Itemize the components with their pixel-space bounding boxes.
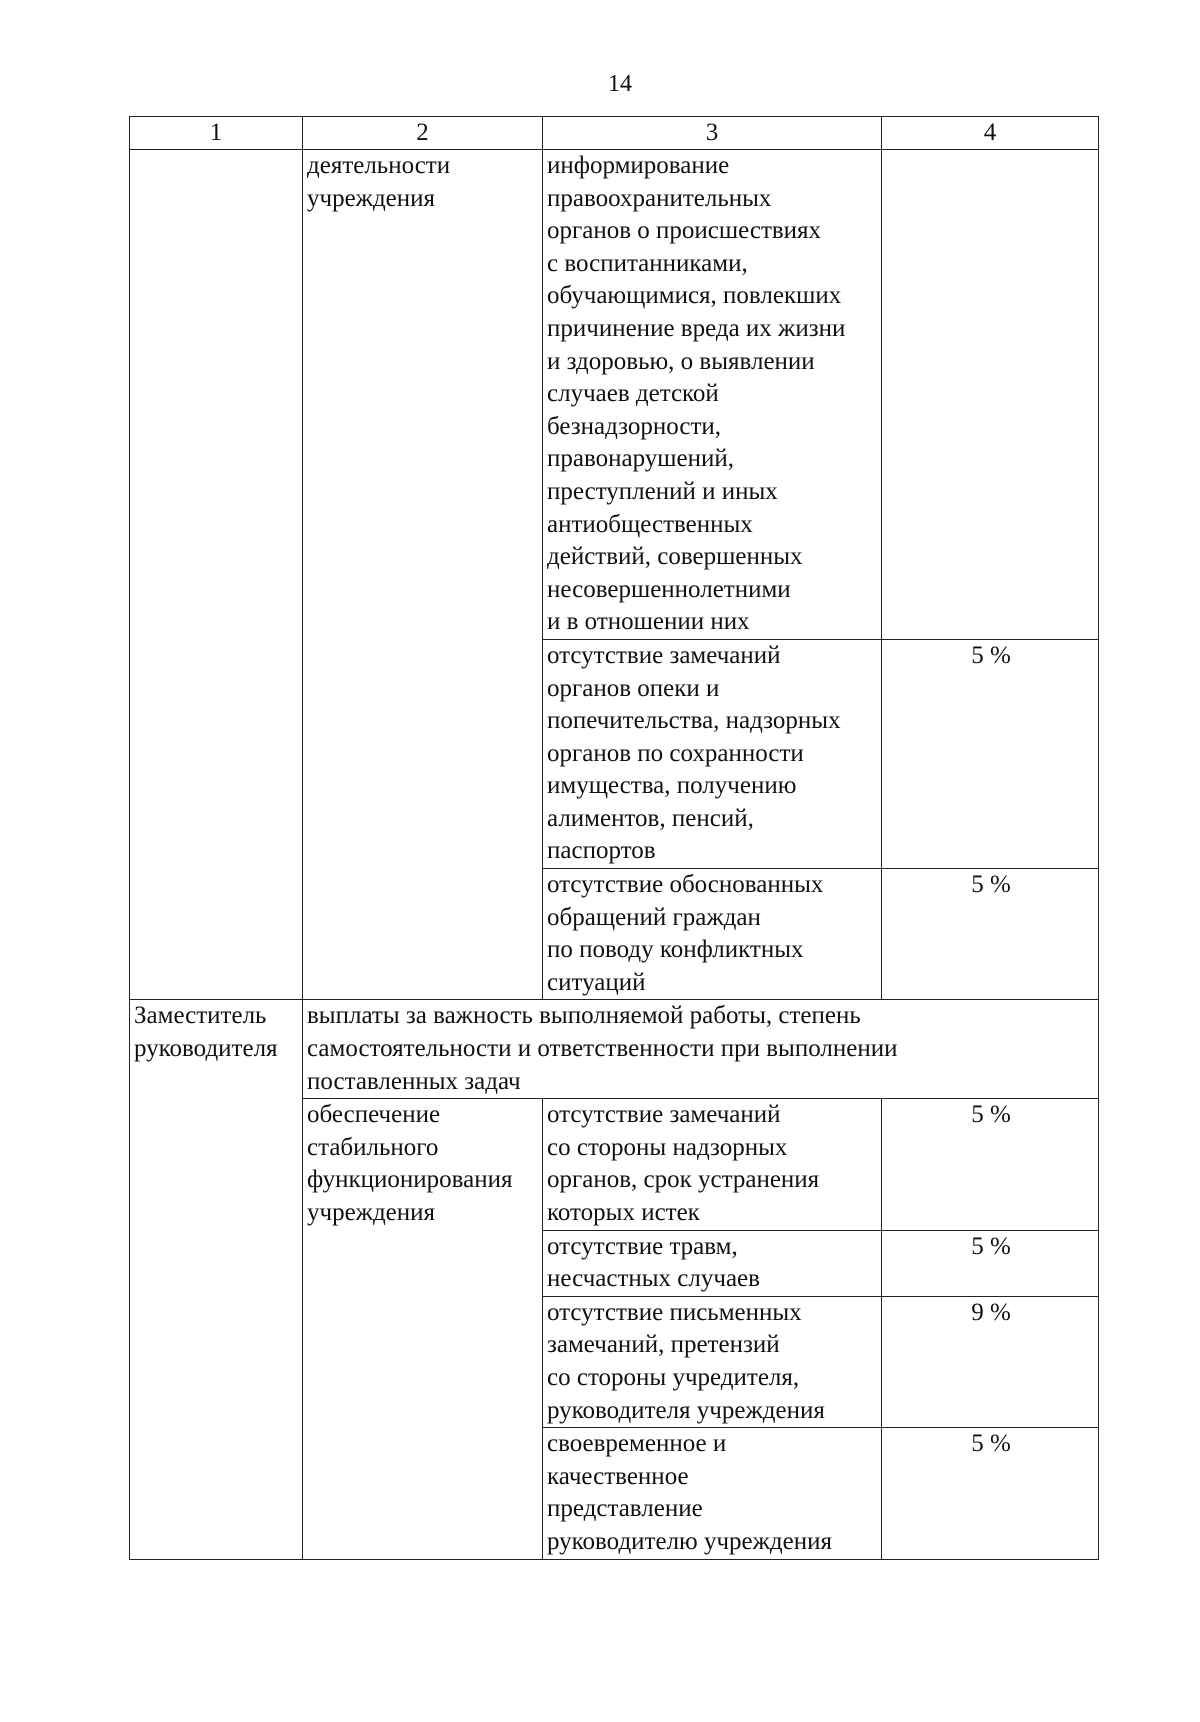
- position-cell-empty: [130, 150, 303, 1000]
- criterion-cell: отсутствие травм, несчастных случаев: [543, 1230, 882, 1296]
- table-header-row: [130, 117, 1099, 150]
- criterion-cell: своевременное и качественное представление руководителю учреждения: [543, 1428, 882, 1559]
- criterion-cell: отсутствие замечаний со стороны надзорных органов, срок устранения которых истек: [543, 1099, 882, 1230]
- section-title-cell: выплаты за важность выполняемой работы, степень самостоятельности и ответственности при выполнении поставленных задач: [303, 1000, 1099, 1099]
- value-cell: 5 %: [882, 639, 1099, 868]
- column-header-4: 4: [882, 117, 1099, 150]
- value-cell: 5 %: [882, 1230, 1099, 1296]
- criteria-table: [129, 116, 1099, 1560]
- value-cell: 9 %: [882, 1296, 1099, 1427]
- table-row: [130, 1000, 1099, 1099]
- criterion-cell: информирование правоохранительных органов о происшествиях с воспитанниками, обучающимися, повлекших причинение вреда их жизни и здоровью, о выявлении случаев детской безнадзорности, правонарушений, преступлений и иных антиобщественных действий, совершенных несовершеннолетними и в отношении них: [543, 150, 882, 640]
- table-row: [130, 150, 1099, 640]
- column-header-1: 1: [130, 117, 303, 150]
- indicator-cell: деятельности учреждения: [303, 150, 543, 1000]
- criterion-cell: отсутствие письменных замечаний, претензий со стороны учредителя, руководителя учреждения: [543, 1296, 882, 1427]
- value-cell: 5 %: [882, 1099, 1099, 1230]
- column-header-2: 2: [303, 117, 543, 150]
- column-header-3: 3: [543, 117, 882, 150]
- criterion-cell: отсутствие замечаний органов опеки и попечительства, надзорных органов по сохранности имущества, получению алиментов, пенсий, паспортов: [543, 639, 882, 868]
- criterion-cell: отсутствие обоснованных обращений граждан по поводу конфликтных ситуаций: [543, 869, 882, 1000]
- value-cell: [882, 150, 1099, 640]
- value-cell: 5 %: [882, 1428, 1099, 1559]
- page-number: 14: [608, 71, 632, 97]
- value-cell: 5 %: [882, 869, 1099, 1000]
- position-cell: Заместитель руководителя: [130, 1000, 303, 1559]
- indicator-cell: обеспечение стабильного функционирования учреждения: [303, 1099, 543, 1559]
